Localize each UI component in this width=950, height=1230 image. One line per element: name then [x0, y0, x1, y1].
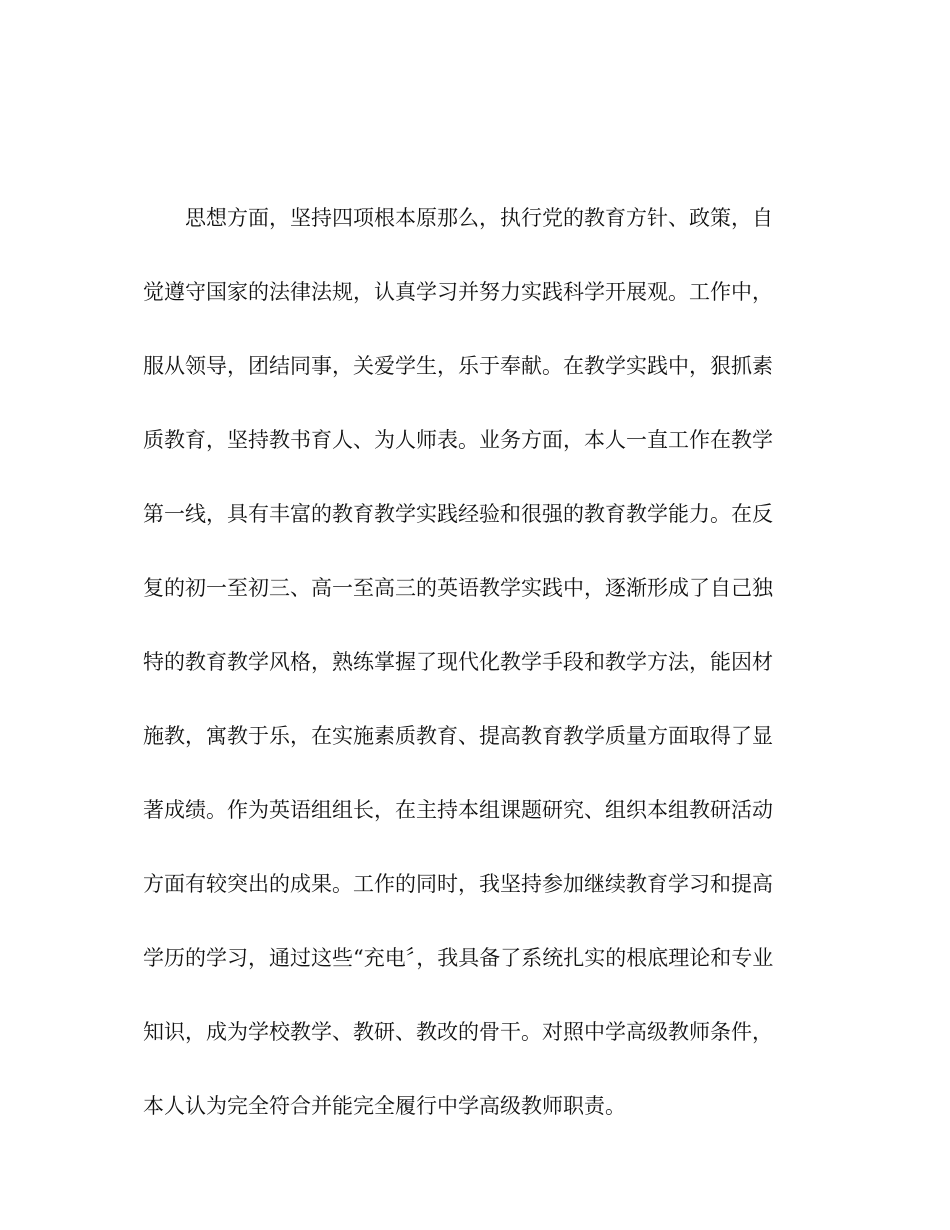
text-line: 本人认为完全符合并能完全履行中学高级教师职责。: [143, 1094, 626, 1118]
text-line: 服从领导，团结同事，关爱学生，乐于奉献。在教学实践中，狠抓素: [143, 354, 773, 378]
text-line: 特的教育教学风格，熟练掌握了现代化教学手段和教学方法，能因材: [143, 650, 773, 674]
text-line: 觉遵守国家的法律法规，认真学习并努力实践科学开展观。工作中，: [143, 280, 773, 304]
text-line: 学历的学习，通过这些“充电〞，我具备了系统扎实的根底理论和专业: [143, 946, 774, 970]
text-line: 第一线，具有丰富的教育教学实践经验和很强的教育教学能力。在反: [143, 502, 773, 526]
text-line: 质教育，坚持教书育人、为人师表。业务方面，本人一直工作在教学: [143, 428, 773, 452]
text-line: 方面有较突出的成果。工作的同时，我坚持参加继续教育学习和提高: [143, 872, 773, 896]
text-line: 著成绩。作为英语组组长，在主持本组课题研究、组织本组教研活动: [143, 798, 773, 822]
text-line: 知识，成为学校教学、教研、教改的骨干。对照中学高级教师条件，: [143, 1020, 773, 1044]
text-line: 复的初一至初三、高一至高三的英语教学实践中，逐渐形成了自己独: [143, 576, 773, 600]
text-line: 思想方面，坚持四项根本原那么，执行党的教育方针、政策，自: [185, 206, 773, 230]
text-line: 施教，寓教于乐，在实施素质教育、提高教育教学质量方面取得了显: [143, 724, 773, 748]
body-paragraph: [143, 198, 808, 1160]
